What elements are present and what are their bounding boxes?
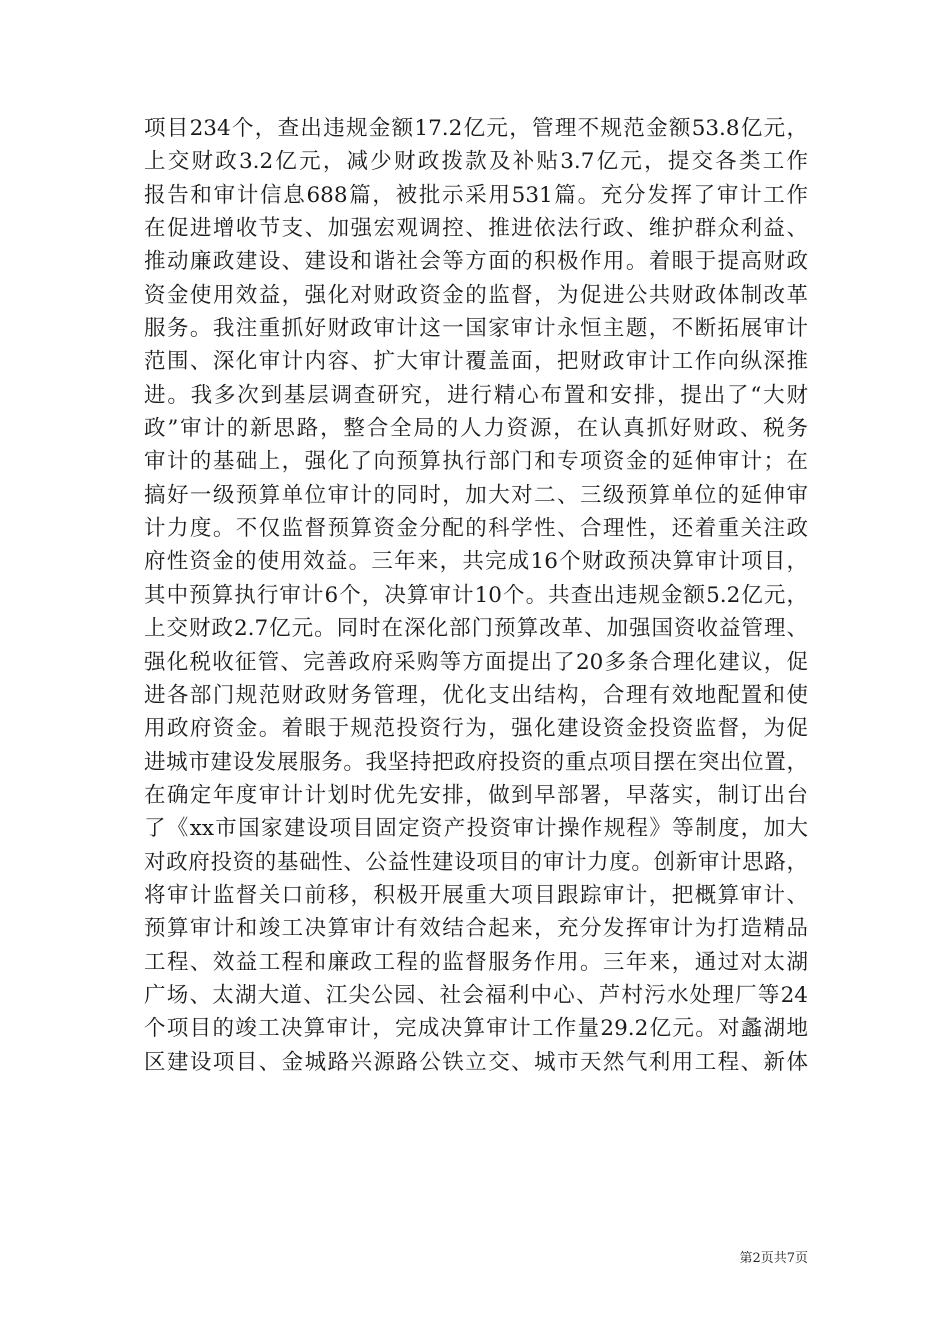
- text-line: 搞好一级预算单位审计的同时，加大对二、三级预算单位的延伸审: [144, 482, 808, 508]
- text-line: 在确定年度审计计划时优先安排，做到早部署，早落实，制订出台: [144, 782, 808, 808]
- text-line: 进各部门规范财政财务管理，优化支出结构，合理有效地配置和使: [144, 682, 808, 708]
- text-line: 计力度。不仅监督预算资金分配的科学性、合理性，还着重关注政: [144, 516, 808, 542]
- text-line: 其中预算执行审计6个，决算审计10个。共查出违规金额5.2亿元，: [144, 582, 808, 608]
- text-line: 个项目的竣工决算审计，完成决算审计工作量29.2亿元。对蠡湖地: [144, 1016, 808, 1042]
- text-line: 上交财政2.7亿元。同时在深化部门预算改革、加强国资收益管理、: [144, 616, 808, 642]
- text-line: 强化税收征管、完善政府采购等方面提出了20多条合理化建议，促: [144, 649, 808, 675]
- text-line: 了《xx市国家建设项目固定资产投资审计操作规程》等制度，加大: [144, 816, 808, 842]
- text-line: 在促进增收节支、加强宏观调控、推进依法行政、维护群众利益、: [144, 216, 808, 242]
- text-line: 推动廉政建设、建设和谐社会等方面的积极作用。着眼于提高财政: [144, 249, 808, 275]
- text-line: 资金使用效益，强化对财政资金的监督，为促进公共财政体制改革: [144, 282, 808, 308]
- text-line: 范围、深化审计内容、扩大审计覆盖面，把财政审计工作向纵深推: [144, 349, 808, 375]
- text-line: 预算审计和竣工决算审计有效结合起来，充分发挥审计为打造精品: [144, 916, 808, 942]
- text-line: 区建设项目、金城路兴源路公铁立交、城市天然气利用工程、新体: [144, 1049, 808, 1075]
- text-line: 府性资金的使用效益。三年来，共完成16个财政预决算审计项目，: [144, 549, 808, 575]
- body-paragraph: [144, 112, 808, 1079]
- text-line: 上交财政3.2亿元，减少财政拨款及补贴3.7亿元，提交各类工作: [144, 149, 808, 175]
- text-line: 工程、效益工程和廉政工程的监督服务作用。三年来，通过对太湖: [144, 949, 808, 975]
- text-line: 对政府投资的基础性、公益性建设项目的审计力度。创新审计思路，: [144, 849, 808, 875]
- text-line: 进。我多次到基层调查研究，进行精心布置和安排，提出了“大财: [144, 382, 808, 408]
- text-line: 将审计监督关口前移，积极开展重大项目跟踪审计，把概算审计、: [144, 882, 808, 908]
- text-line: 政”审计的新思路，整合全局的人力资源，在认真抓好财政、税务: [144, 416, 808, 442]
- text-line: 项目234个，查出违规金额17.2亿元，管理不规范金额53.8亿元，: [144, 116, 808, 141]
- text-line: 进城市建设发展服务。我坚持把政府投资的重点项目摆在突出位置，: [144, 749, 808, 775]
- text-line: 广场、太湖大道、江尖公园、社会福利中心、芦村污水处理厂等24: [144, 982, 808, 1008]
- text-line: 报告和审计信息688篇，被批示采用531篇。充分发挥了审计工作: [144, 182, 808, 208]
- text-line: 审计的基础上，强化了向预算执行部门和专项资金的延伸审计；在: [144, 449, 808, 475]
- page-number: 第2页共7页: [739, 1251, 808, 1266]
- text-line: 用政府资金。着眼于规范投资行为，强化建设资金投资监督，为促: [144, 716, 808, 742]
- text-line: 服务。我注重抓好财政审计这一国家审计永恒主题，不断拓展审计: [144, 316, 808, 342]
